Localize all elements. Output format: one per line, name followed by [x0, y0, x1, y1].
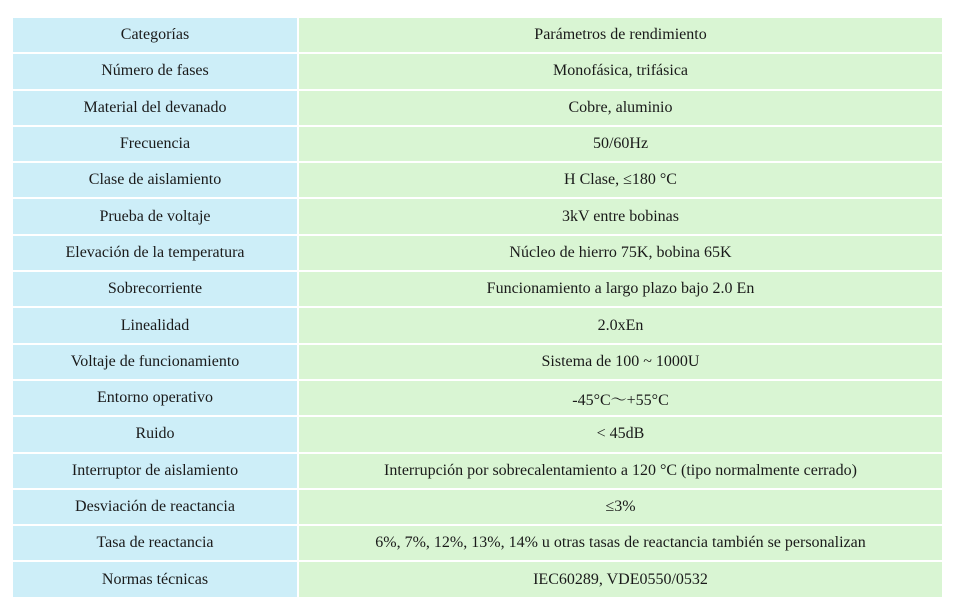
row-category-cell: Material del devanado [13, 90, 298, 126]
table-row [13, 453, 942, 489]
header-value-cell: Parámetros de rendimiento [298, 18, 942, 53]
row-value-cell: Monofásica, trifásica [298, 53, 942, 89]
table-row [13, 235, 942, 271]
spec-table [13, 18, 942, 597]
table-row [13, 162, 942, 198]
row-category-cell: Frecuencia [13, 126, 298, 162]
row-value-cell: IEC60289, VDE0550/0532 [298, 561, 942, 596]
table-row [13, 307, 942, 343]
row-value-cell: 6%, 7%, 12%, 13%, 14% u otras tasas de reactancia también se personalizan [298, 525, 942, 561]
row-value-cell: Funcionamiento a largo plazo bajo 2.0 En [298, 271, 942, 307]
row-category-cell: Normas técnicas [13, 561, 298, 596]
table-row [13, 489, 942, 525]
row-category-cell: Voltaje de funcionamiento [13, 344, 298, 380]
table-row [13, 344, 942, 380]
row-value-cell: 50/60Hz [298, 126, 942, 162]
row-category-cell: Clase de aislamiento [13, 162, 298, 198]
table-header-row [13, 18, 942, 53]
header-category-cell: Categorías [13, 18, 298, 53]
row-value-cell: ≤3% [298, 489, 942, 525]
table-row [13, 53, 942, 89]
row-value-cell: Cobre, aluminio [298, 90, 942, 126]
row-value-cell: -45°C～+55°C [298, 380, 942, 416]
row-value-cell: < 45dB [298, 416, 942, 452]
row-value-cell: Núcleo de hierro 75K, bobina 65K [298, 235, 942, 271]
table-row [13, 90, 942, 126]
table-row [13, 525, 942, 561]
table-row [13, 126, 942, 162]
row-category-cell: Prueba de voltaje [13, 198, 298, 234]
row-value-cell: 2.0xEn [298, 307, 942, 343]
row-category-cell: Entorno operativo [13, 380, 298, 416]
row-value-cell: H Clase, ≤180 °C [298, 162, 942, 198]
table-row [13, 380, 942, 416]
row-category-cell: Tasa de reactancia [13, 525, 298, 561]
table-row [13, 561, 942, 596]
row-category-cell: Ruido [13, 416, 298, 452]
row-category-cell: Linealidad [13, 307, 298, 343]
row-category-cell: Número de fases [13, 53, 298, 89]
row-category-cell: Interruptor de aislamiento [13, 453, 298, 489]
row-category-cell: Desviación de reactancia [13, 489, 298, 525]
row-value-cell: Sistema de 100 ~ 1000U [298, 344, 942, 380]
row-category-cell: Sobrecorriente [13, 271, 298, 307]
row-value-cell: 3kV entre bobinas [298, 198, 942, 234]
row-value-cell: Interrupción por sobrecalentamiento a 120 °C (tipo normalmente cerrado) [298, 453, 942, 489]
table-row [13, 271, 942, 307]
table-row [13, 416, 942, 452]
row-category-cell: Elevación de la temperatura [13, 235, 298, 271]
table-row [13, 198, 942, 234]
